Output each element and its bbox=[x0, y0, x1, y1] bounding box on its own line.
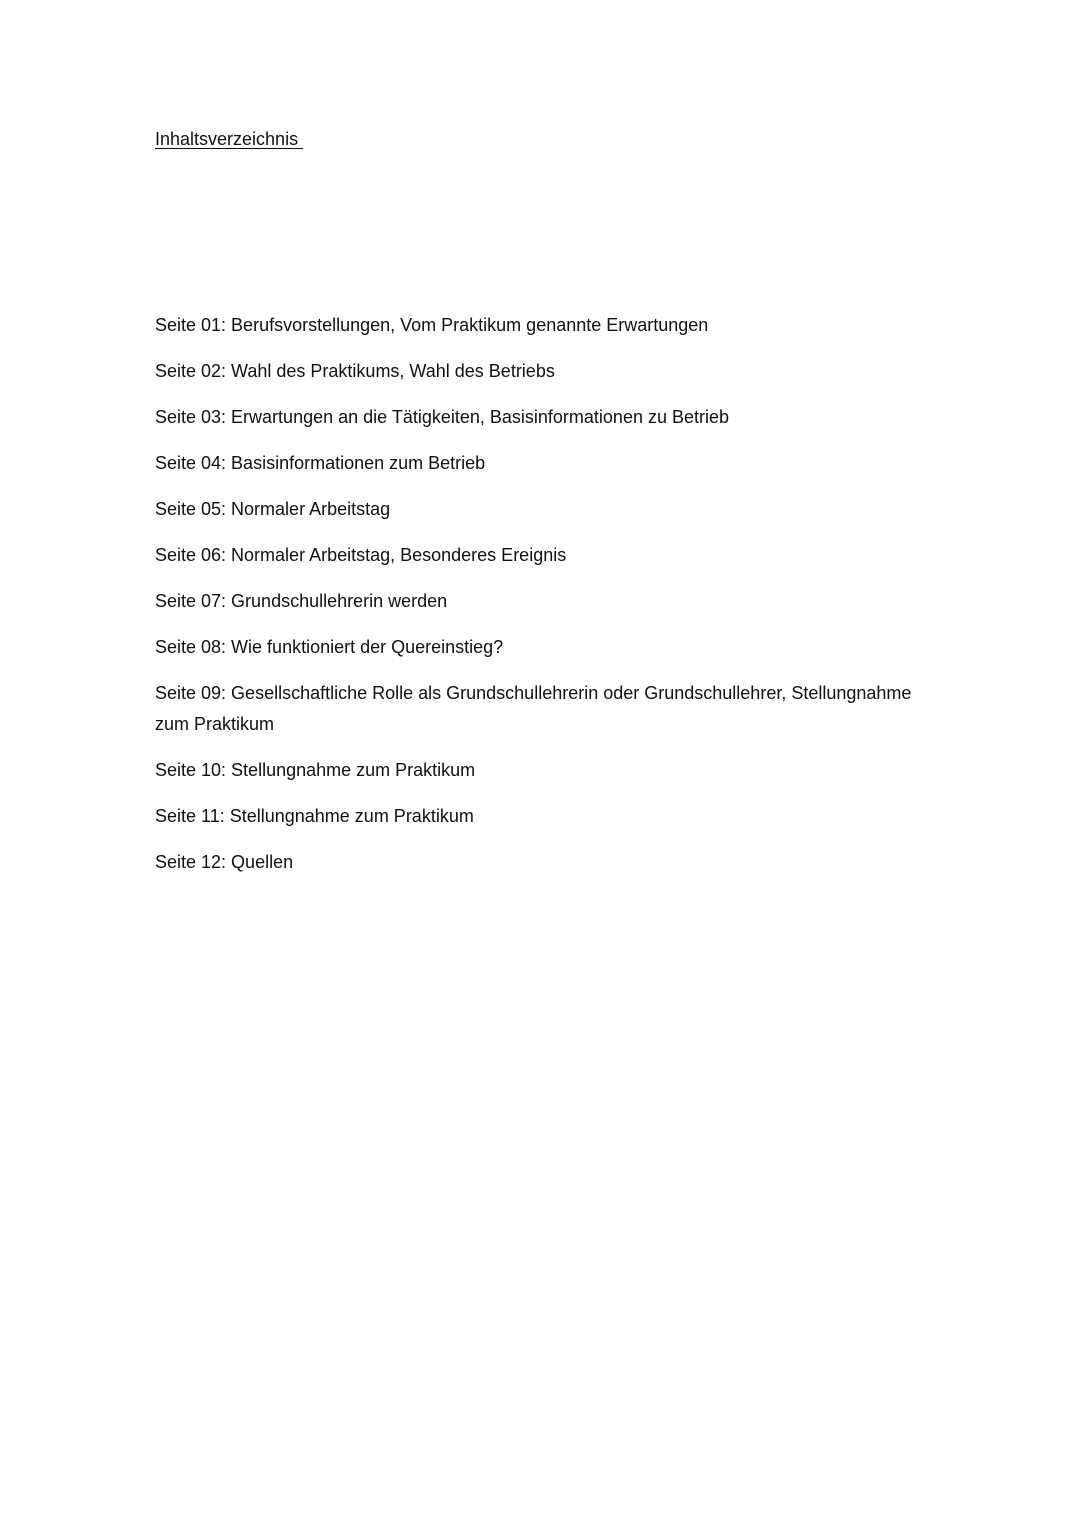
toc-entry: Seite 02: Wahl des Praktikums, Wahl des Betriebs bbox=[155, 361, 555, 381]
toc-entry: Seite 01: Berufsvorstellungen, Vom Praktikum genannte Erwartungen bbox=[155, 315, 709, 335]
toc-entry: Seite 09: Gesellschaftliche Rolle als Grundschullehrerin oder Grundschullehrer, Stellungnahme zum Praktikum bbox=[155, 683, 912, 734]
toc-entry: Seite 03: Erwartungen an die Tätigkeiten, Basisinformationen zu Betrieb bbox=[155, 407, 730, 427]
toc-entry: Seite 04: Basisinformationen zum Betrieb bbox=[155, 453, 486, 473]
toc-title: Inhaltsverzeichnis bbox=[155, 129, 304, 149]
toc-entry: Seite 08: Wie funktioniert der Quereinstieg? bbox=[155, 637, 504, 657]
toc-entry: Seite 12: Quellen bbox=[155, 852, 294, 872]
toc-entry: Seite 07: Grundschullehrerin werden bbox=[155, 591, 448, 611]
toc-entry: Seite 06: Normaler Arbeitstag, Besonderes Ereignis bbox=[155, 545, 567, 565]
toc-list bbox=[155, 310, 935, 893]
toc-entry: Seite 10: Stellungnahme zum Praktikum bbox=[155, 760, 476, 780]
toc-entry: Seite 11: Stellungnahme zum Praktikum bbox=[155, 806, 474, 826]
toc-entry: Seite 05: Normaler Arbeitstag bbox=[155, 499, 391, 519]
